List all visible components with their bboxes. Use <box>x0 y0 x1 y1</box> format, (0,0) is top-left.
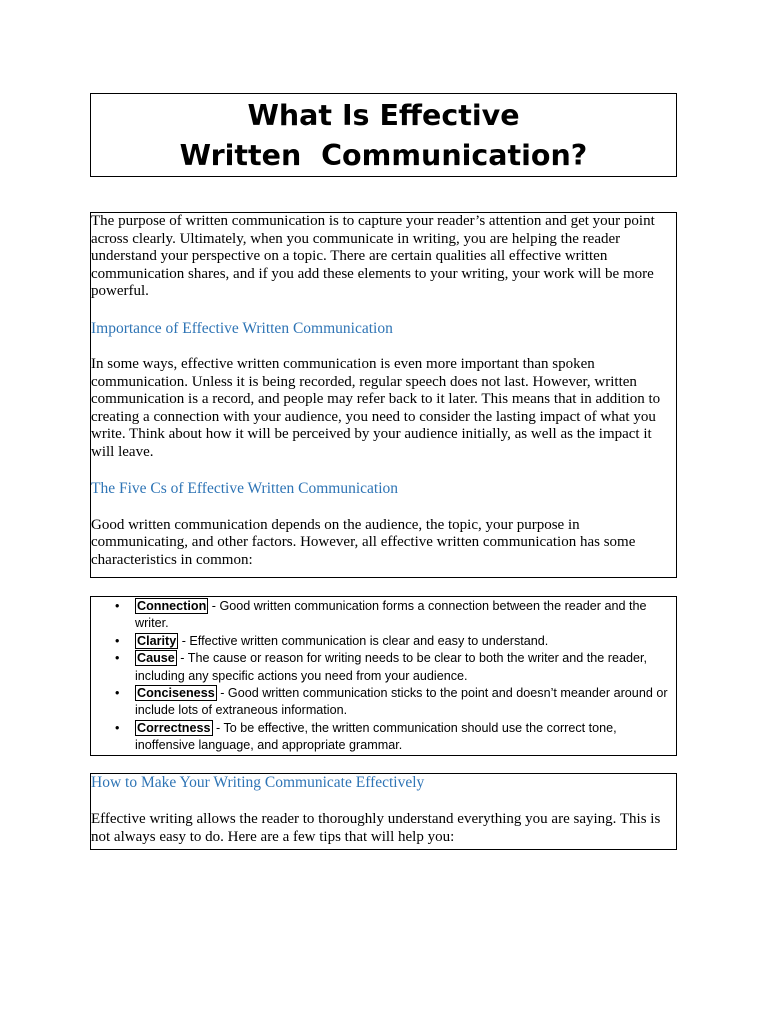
document-title-line-1: What Is Effective <box>247 99 520 132</box>
bullet-icon: • <box>115 720 120 735</box>
list-item <box>91 685 676 720</box>
intro-section <box>90 212 677 578</box>
five-cs-heading: The Five Cs of Effective Written Communication <box>91 479 399 497</box>
bullet-icon: • <box>115 651 120 666</box>
list-item-term: Correctness <box>137 720 211 735</box>
intro-paragraph: The purpose of written communication is to capture your reader’s attention and get your point across clearly. Ultimately, when you communicate in writing, you are helping the reader understand your perspective on a topic. There are certain qualities all effective written communication shares, and if you add these elements to your writing, your work will be more powerful. <box>91 213 655 300</box>
list-item-text: - Effective written communication is clear and easy to understand. <box>178 633 549 648</box>
list-item-term: Conciseness <box>137 686 215 701</box>
five-cs-paragraph: Good written communication depends on the audience, the topic, your purpose in communicating, and other factors. However, all effective written communication has some characteristics in common: <box>91 516 636 568</box>
document-title-line-2: Written Communication? <box>179 139 588 172</box>
list-item <box>91 720 676 755</box>
list-item-term: Cause <box>137 651 175 666</box>
five-cs-list <box>91 598 676 755</box>
list-item-term: Connection <box>137 599 207 613</box>
bullet-icon: • <box>115 686 120 701</box>
five-cs-list-box <box>90 596 677 756</box>
list-item <box>91 633 676 650</box>
bullet-icon: • <box>115 633 120 648</box>
importance-paragraph: In some ways, effective written communication is even more important than spoken communication. Unless it is being recorded, regular speech does not last. However, written communication is a record, and people may refer back to it later. This means that in addition to creating a connection with your audience, you need to consider the lasting impact of what you write. Think about how it will be perceived by your audience initially, as well as the impact it will leave. <box>91 355 661 460</box>
list-item <box>91 650 676 685</box>
howto-heading: How to Make Your Writing Communicate Effectively <box>91 774 425 791</box>
list-item-text: - Good written communication forms a connection between the reader and the writer. <box>135 599 647 631</box>
bullet-icon: • <box>115 599 120 613</box>
howto-paragraph: Effective writing allows the reader to thoroughly understand everything you are saying. This is not always easy to do. Here are a few tips that will help you: <box>91 811 661 845</box>
list-item-term: Clarity <box>137 633 177 648</box>
importance-heading: Importance of Effective Written Communication <box>91 319 393 337</box>
list-item-text: - Good written communication sticks to the point and doesn’t meander around or include lots of extraneous information. <box>135 686 668 718</box>
list-item-text: - To be effective, the written communication should use the correct tone, inoffensive language, and appropriate grammar. <box>135 720 617 753</box>
howto-section <box>90 773 677 850</box>
list-item <box>91 598 676 633</box>
list-item-text: - The cause or reason for writing needs to be clear to both the writer and the reader, including any specific actions you need from your audience. <box>135 651 648 683</box>
title-box <box>90 93 677 177</box>
